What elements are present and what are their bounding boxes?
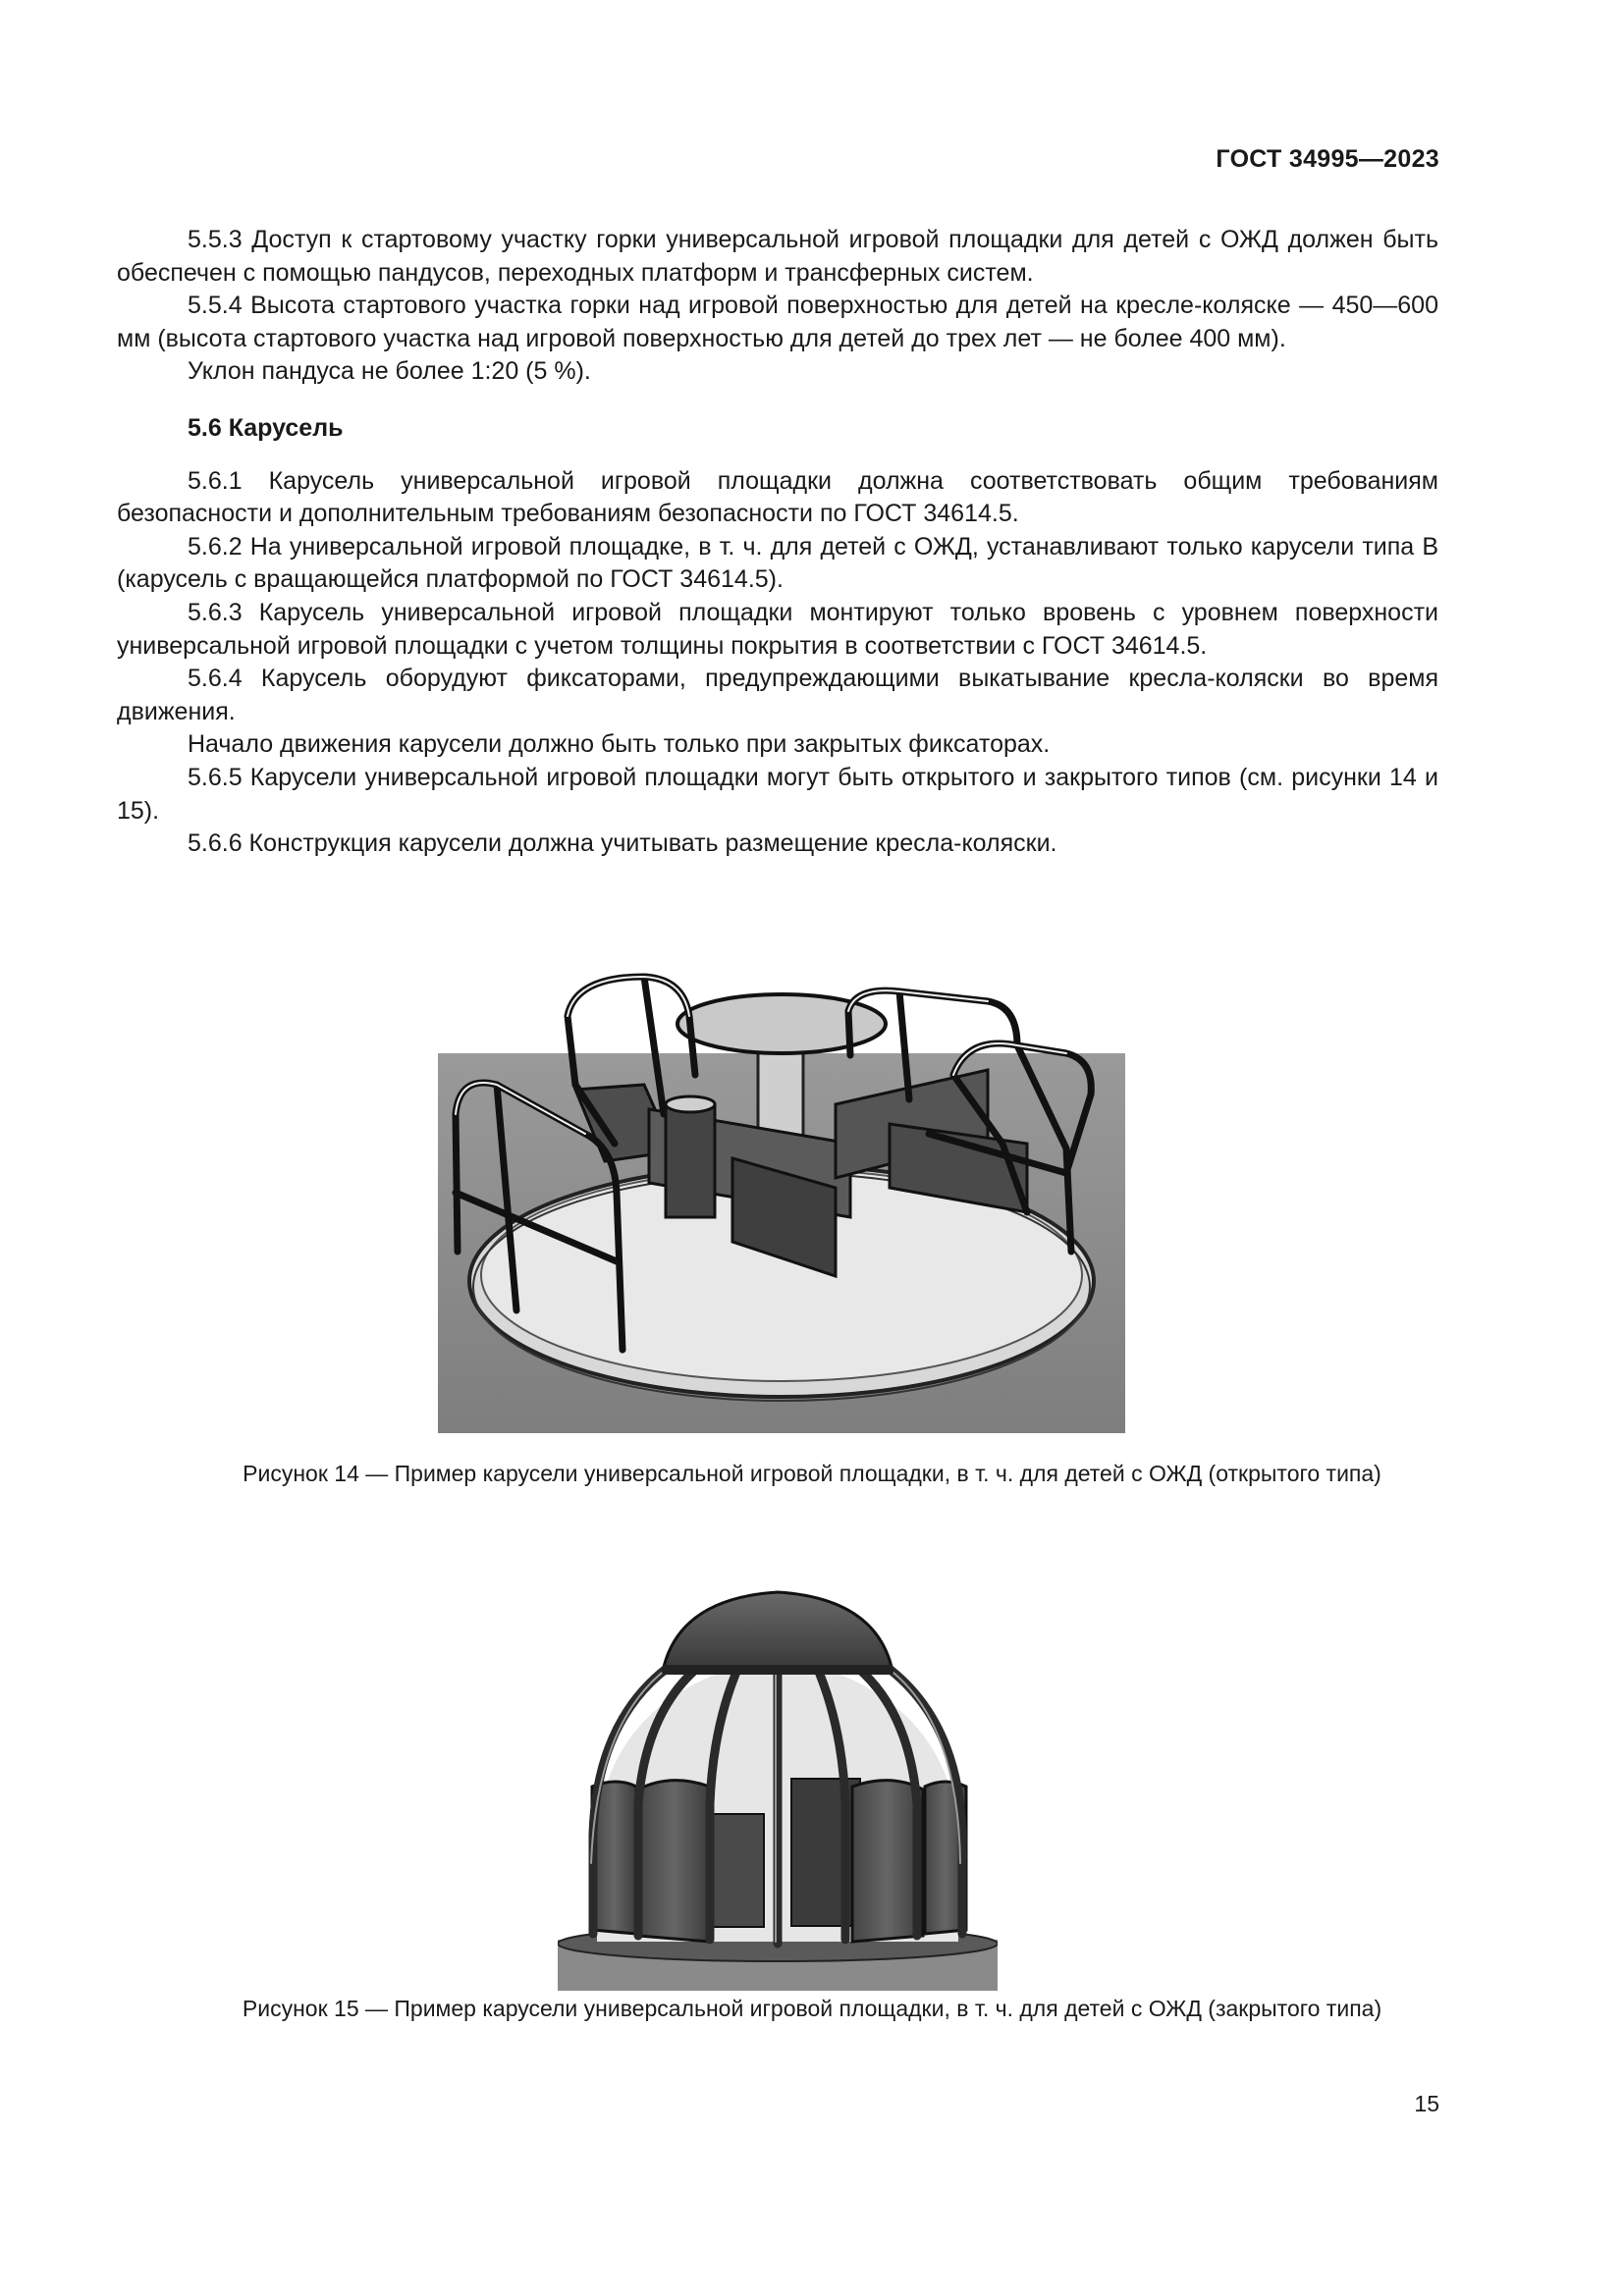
paragraph-5-5-4: 5.5.4 Высота стартового участка горки над игровой поверхностью для детей на кресле-коляске — 450—600 мм (высота стартового участка над игровой поверхностью для детей до трех лет — не более 400 мм).	[117, 292, 1438, 352]
paragraph-5-6-4-start-condition: Начало движения карусели должно быть только при закрытых фиксаторах.	[188, 730, 1051, 759]
document-standard-header: ГОСТ 34995—2023	[1216, 145, 1439, 173]
paragraph-5-5-3: 5.5.3 Доступ к стартовому участку горки универсальной игровой площадки для детей с ОЖД должен быть обеспечен с помощью пандусов, переходных платформ и трансферных систем.	[117, 226, 1438, 287]
figure-15-caption: Рисунок 15 — Пример карусели универсальной игровой площадки, в т. ч. для детей с ОЖД (закрытого типа)	[242, 1996, 1382, 2021]
page-number: 15	[1414, 2091, 1439, 2116]
figure-14-open-carousel	[438, 937, 1125, 1433]
paragraph-5-6-6: 5.6.6 Конструкция карусели должна учитывать размещение кресла-коляски.	[188, 829, 1057, 858]
paragraph-5-5-4-ramp-slope: Уклон пандуса не более 1:20 (5 %).	[188, 357, 591, 386]
paragraph-5-6-5: 5.6.5 Карусели универсальной игровой площадки могут быть открытого и закрытого типов (см. рисунки 14 и 15).	[117, 763, 1438, 825]
paragraph-5-6-4: 5.6.4 Карусель оборудуют фиксаторами, предупреждающими выкатывание кресла-коляски во время движения.	[117, 665, 1438, 725]
figure-15-closed-carousel	[558, 1569, 998, 1991]
paragraph-5-6-2: 5.6.2 На универсальной игровой площадке, в т. ч. для детей с ОЖД, устанавливают только карусели типа В (карусель с вращающейся платформой по ГОСТ 34614.5).	[117, 532, 1438, 594]
paragraph-5-6-3: 5.6.3 Карусель универсальной игровой площадки монтируют только вровень с уровнем поверхности универсальной игровой площадки с учетом толщины покрытия в соответствии с ГОСТ 34614.5.	[117, 598, 1438, 660]
figure-14-caption: Рисунок 14 — Пример карусели универсальной игровой площадки, в т. ч. для детей с ОЖД (открытого типа)	[243, 1461, 1381, 1486]
section-heading-5-6: 5.6 Карусель	[188, 413, 344, 442]
document-body	[117, 224, 1438, 861]
paragraph-5-6-1: 5.6.1 Карусель универсальной игровой площадки должна соответствовать общим требованиям безопасности и дополнительным требованиям безопасности по ГОСТ 34614.5.	[117, 466, 1438, 528]
